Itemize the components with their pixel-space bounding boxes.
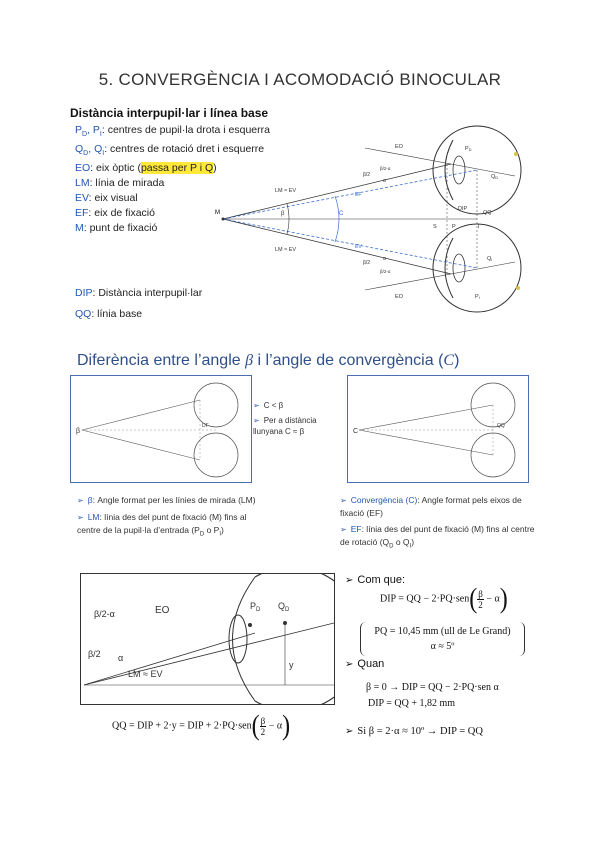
dip-equation: DIP = QQ − 2·PQ·sen( $\frac{\beta}{2}$ − α) [380, 583, 508, 615]
note-far-distance: ➢ Per a distància llunyana C ≈ β [253, 416, 317, 436]
bullet-beta: ➢ β: Angle format per les línies de mirada (LM) [77, 495, 256, 505]
lm-bottom-line [223, 219, 451, 274]
label-beta: β [281, 211, 285, 217]
note-c-less-beta: ➢ C < β [253, 401, 284, 410]
label-beta2-bottom: β/2 [363, 260, 371, 266]
eye-detail-qd-point [283, 621, 287, 625]
beta-diagram-frame [71, 376, 252, 483]
page-title: 5. CONVERGÈNCIA I ACOMODACIÓ BINOCULAR [98, 70, 502, 89]
label-lm-ev: LM ≈ EV [128, 669, 163, 679]
eo-top-line [365, 148, 515, 176]
label-pi: PI [475, 294, 480, 300]
label-y: y [289, 660, 294, 670]
beta-zero-eq: β = 0 → DIP = QQ − 2·PQ·sen α [366, 682, 499, 693]
ef-top-line [223, 170, 477, 219]
binocular-diagram [215, 118, 535, 318]
eye-top-macula [514, 152, 518, 156]
label-dip: DIP [458, 206, 468, 212]
bullet-lm: ➢ LM: línia des del punt de fixació (M) fins al centre de la pupil·la d’entrada ($P_D$ o $P_I$) [77, 512, 247, 538]
beta-label: β [76, 428, 81, 435]
eye-detail-lm-line [84, 633, 255, 685]
ev-bottom-line [223, 219, 477, 268]
label-t: T [477, 224, 481, 230]
label-lm-ev-bottom: LM ≈ EV [275, 247, 297, 253]
legend-item-dip: DIP: Distància interpupil·lar [75, 287, 203, 299]
pq-value: PQ = 10,45 mm (ull de Le Grand) [374, 626, 511, 637]
constants-box [360, 622, 525, 656]
bullet-ef: ➢ EF: línia des del punt de fixació (M) fins al centre de rotació ($Q_D$ o $Q_I$) [340, 524, 535, 550]
c-label: C [353, 428, 359, 435]
eye-top-cornea [445, 140, 453, 200]
c-diagram [347, 375, 529, 483]
label-beta2a-bottom: β/2-α [380, 269, 391, 274]
label-m: M [215, 210, 220, 216]
label-beta2: β/2 [88, 649, 101, 659]
label-s: S [433, 224, 437, 230]
c-diagram-frame [348, 376, 529, 483]
label-qi: QI [487, 256, 493, 262]
label-c: C [339, 211, 344, 217]
label-p: P [452, 224, 456, 230]
qq-label: QQ [497, 423, 505, 429]
label-eo: EO [155, 605, 170, 616]
eo-bottom-line [365, 262, 515, 290]
legend-item-ev: EV: eix visual [75, 192, 138, 205]
section2-heading: Diferència entre l’angle β i l’angle de convergència (C) [77, 352, 460, 369]
legend-item-m: M: punt de fixació [75, 222, 158, 235]
label-alpha: α [118, 653, 124, 663]
beta-diagram [70, 375, 252, 483]
eye-detail-pd-point [248, 623, 252, 627]
label-beta2a-top: β/2-α [380, 166, 391, 171]
eye-top-lens [453, 156, 465, 184]
right-bullets [340, 494, 535, 553]
label-ef-top: EF [355, 192, 362, 198]
section1-heading: Distància interpupil·lar i línea base [70, 106, 269, 120]
legend-item-p: $P_D$, $P_I$: centres de pupil·la drota i esquerra [75, 124, 270, 139]
bullet-convergence: ➢ Convergència (C): Angle format pels eixos de fixació (EF) [340, 495, 522, 518]
label-alpha-top: α [383, 178, 386, 184]
eye-detail-diagram [80, 573, 335, 705]
legend-item-q: $Q_D$, $Q_I$: centres de rotació dret i esquerre [75, 143, 265, 158]
eye-bottom-cornea [445, 238, 453, 298]
label-qd-detail: $Q_D$ [278, 601, 290, 613]
c-line-top [359, 405, 493, 430]
label-beta2-top: β/2 [363, 172, 371, 178]
label-beta2a: β/2-α [94, 609, 115, 619]
beta-eye-top [194, 383, 238, 427]
label-pd: PD [465, 146, 472, 152]
qq-equation: QQ = DIP + 2·y = DIP + 2·PQ·sen( $\frac{\beta}{2}$ − α) [112, 710, 291, 742]
label-qq: QQ [483, 210, 492, 216]
middle-notes [253, 400, 345, 437]
eye-detail-lens [229, 615, 247, 663]
beta-line-bottom [82, 430, 200, 460]
c-line-bottom [359, 430, 493, 455]
legend-item-qq: QQ: línia base [75, 308, 143, 320]
label-alpha-bottom: α [383, 256, 386, 262]
com-que: ➢ Com que: [345, 574, 406, 586]
si-equation: ➢ Si β = 2·α ≈ 10º → DIP = QQ [345, 726, 483, 737]
legend-item-eo: EO: eix òptic (passa per P i Q) [75, 162, 217, 175]
alpha-value: α ≈ 5º [430, 641, 455, 652]
legend-item-lm: LM: línia de mirada [75, 177, 165, 190]
label-lm-ev-top: LM ≈ EV [275, 188, 297, 194]
quan: ➢ Quan [345, 658, 385, 670]
df-label: DF [202, 423, 209, 429]
dip-result-eq: DIP = QQ + 1,82 mm [368, 698, 456, 709]
label-eo-top: EO [395, 144, 403, 150]
lm-top-line [223, 164, 451, 219]
label-eo-bottom: EO [395, 294, 403, 300]
eye-bottom-lens [453, 254, 465, 282]
legend-item-ef: EF: eix de fixació [75, 207, 155, 220]
quan-equations [366, 680, 499, 712]
label-ev-bottom: EV [355, 244, 362, 250]
m-point [222, 218, 225, 221]
beta-eye-bottom [194, 433, 238, 477]
label-qd: QD [491, 174, 499, 180]
left-bullets [77, 494, 262, 541]
legend-list-2 [75, 283, 202, 325]
label-pd-detail: $P_D$ [250, 601, 261, 613]
beta-line-top [82, 400, 200, 430]
eye-bottom-macula [516, 286, 520, 290]
